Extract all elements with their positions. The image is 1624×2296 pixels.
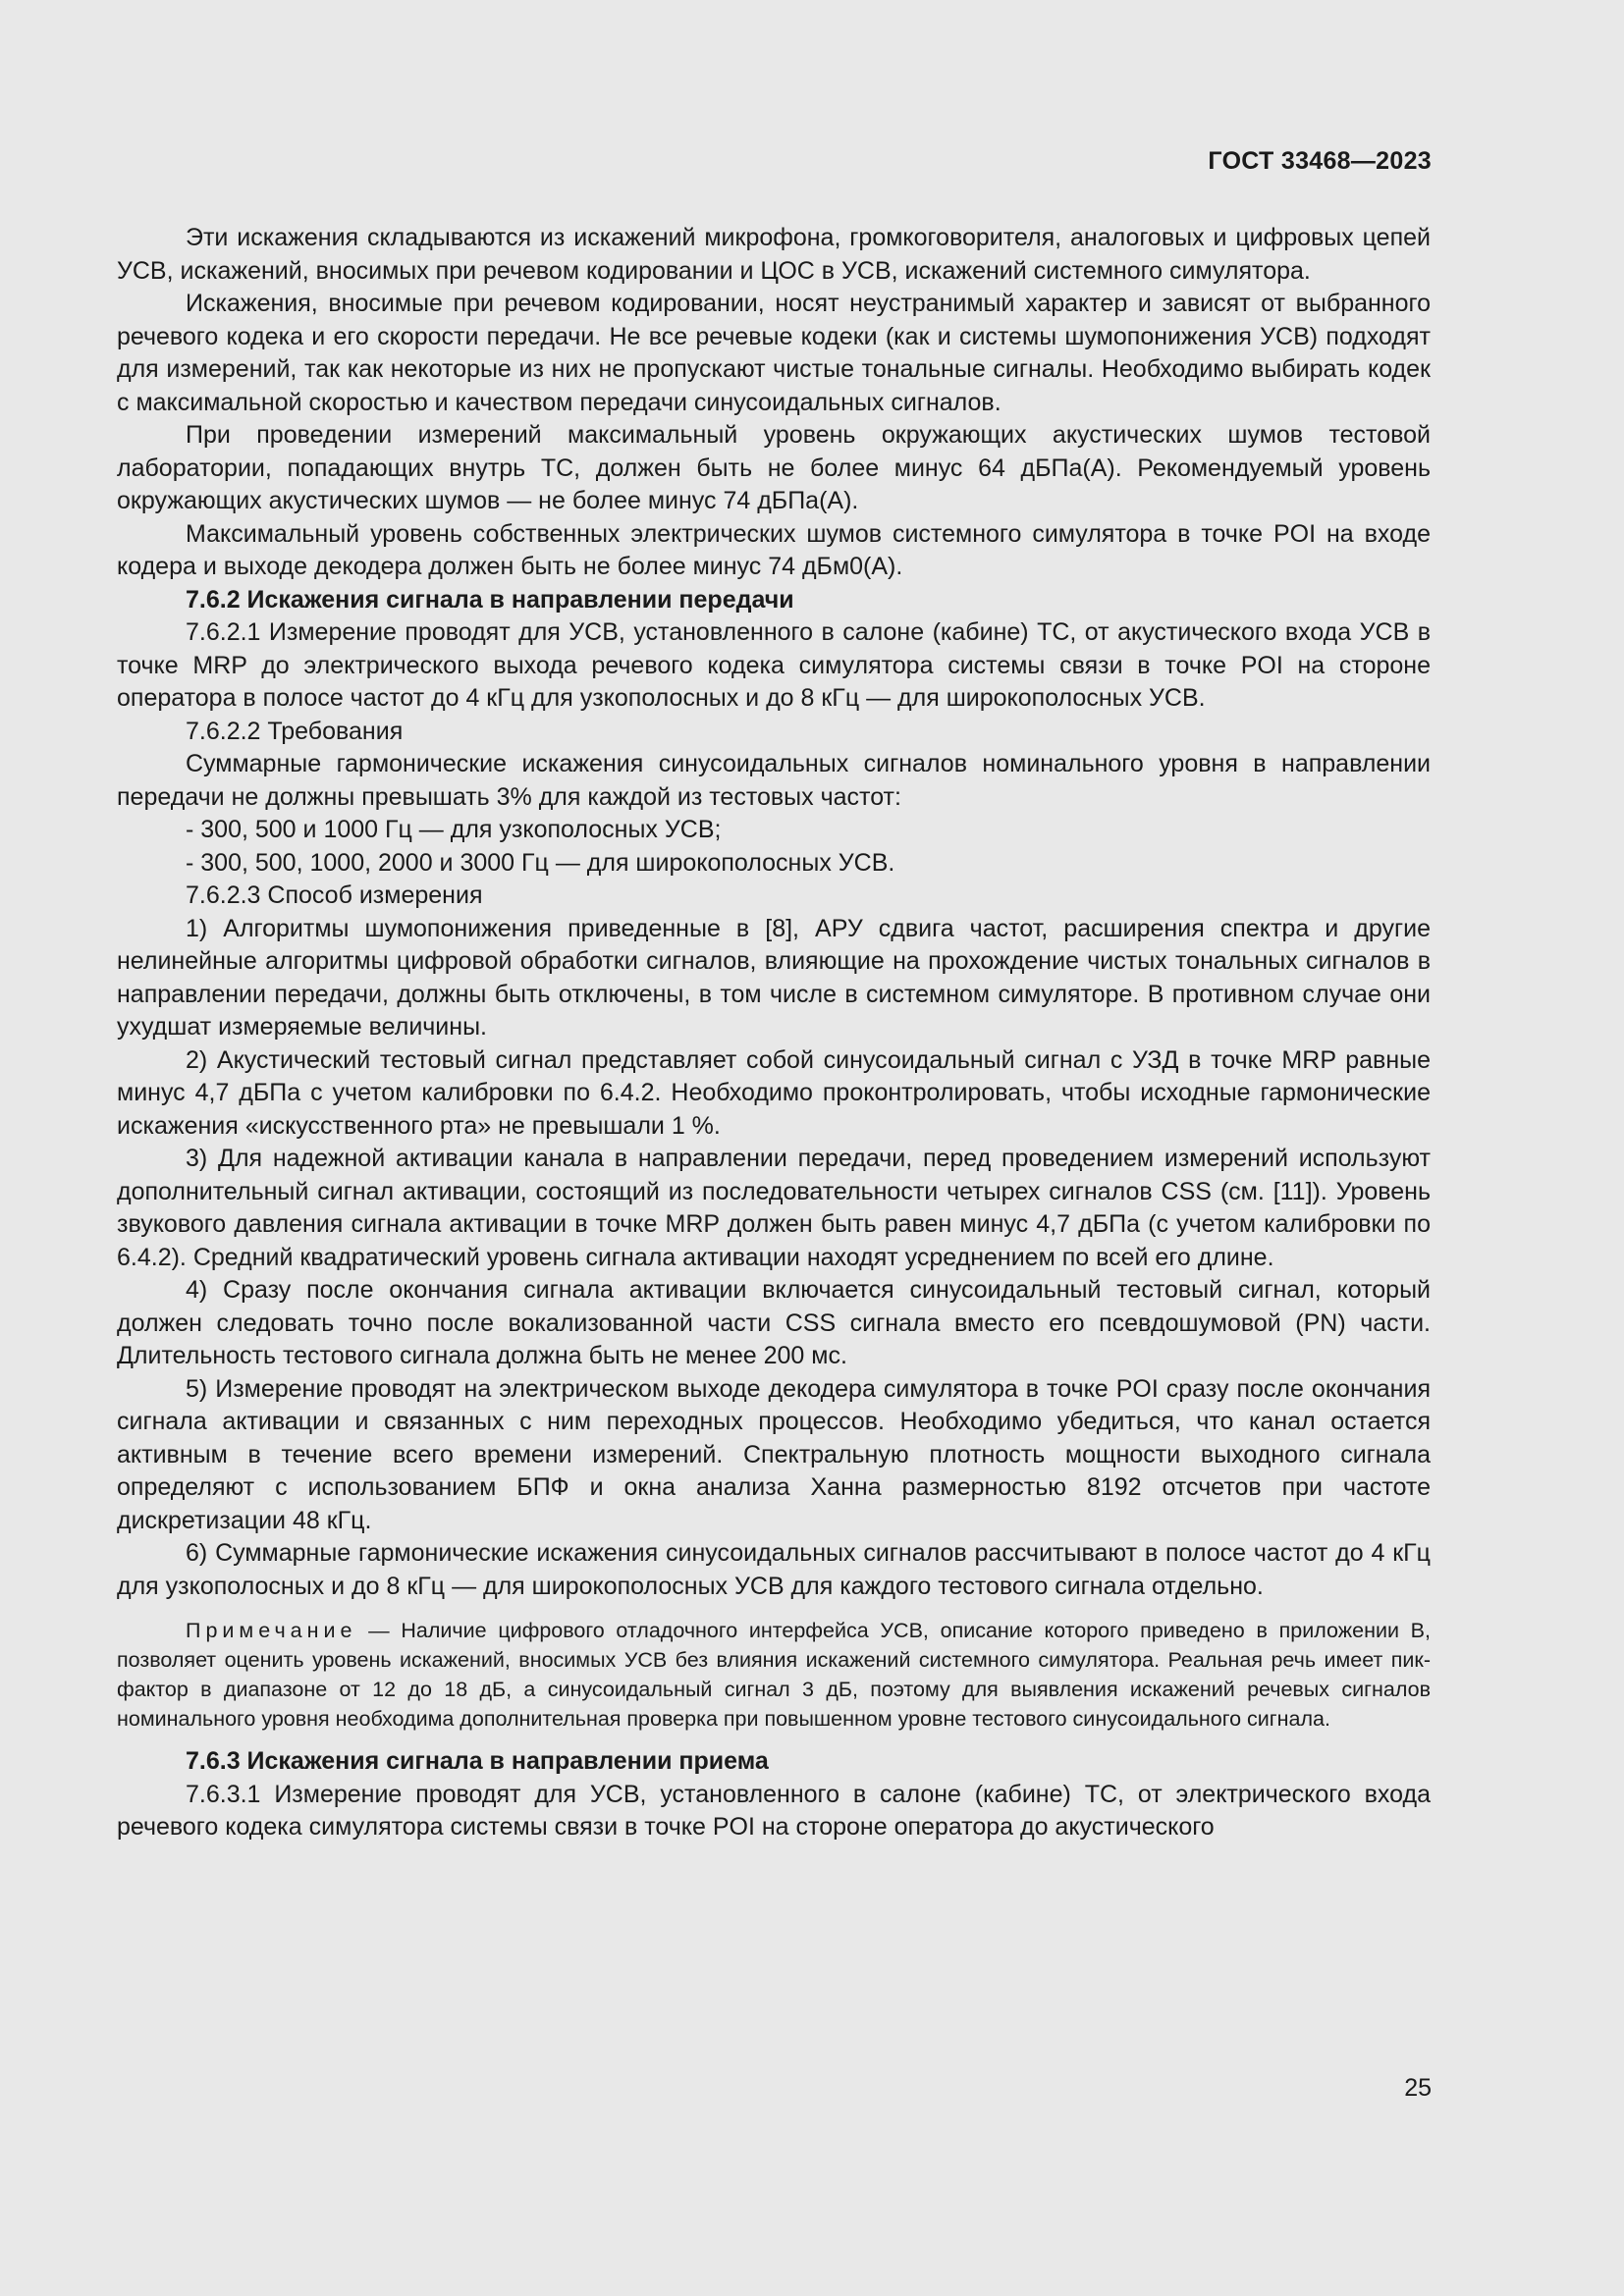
page-number: 25 bbox=[1404, 2074, 1432, 2102]
method-step-2: 2) Акустический тестовый сигнал представляет собой синусоидальный сигнал с УЗД в точке MRP равные минус 4,7 дБПа с учетом калибровки по 6.4.2. Необходимо проконтролировать, чтобы исходные гармонические искажения «искусственного рта» не превышали 1 %. bbox=[117, 1045, 1431, 1140]
method-step-1: 1) Алгоритмы шумопонижения приведенные в [8], АРУ сдвига частот, расширения спектра и другие нелинейные алгоритмы цифровой обработки сигналов, влияющие на прохождение чистых тональных сигналов в направлении передачи, должны быть отключены, в том числе в системном симуляторе. В противном случае они ухудшат измеряемые величины. bbox=[117, 914, 1431, 1041]
section-heading-7-6-3: 7.6.3 Искажения сигнала в направлении приема bbox=[186, 1747, 769, 1775]
list-item: - 300, 500, 1000, 2000 и 3000 Гц — для широкополосных УСВ. bbox=[186, 848, 895, 877]
note-text: — Наличие цифрового отладочного интерфейса УСВ, описание которого приведено в приложении В, позволяет оценить уровень искажений, вносимых УСВ без влияния искажений системного симулятора. Реальная речь имеет пик-фактор в диапазоне от 12 до 18 дБ, а синусоидальный сигнал 3 дБ, поэтому для выявления искажений речевых сигналов номинального уровня необходима дополнительная проверка при повышенном уровне тестового синусоидального сигнала. bbox=[117, 1619, 1431, 1731]
clause-7-6-2-3: 7.6.2.3 Способ измерения bbox=[186, 881, 483, 909]
clause-7-6-2-1: 7.6.2.1 Измерение проводят для УСВ, установленного в салоне (кабине) ТС, от акустического входа УСВ в точке MRP до электрического выхода речевого кодека симулятора системы связи в точке POI на стороне оператора в полосе частот до 4 кГц для узкополосных и до 8 кГц — для широкополосных УСВ. bbox=[117, 618, 1431, 712]
clause-7-6-2-2: 7.6.2.2 Требования bbox=[186, 717, 404, 745]
method-step-6: 6) Суммарные гармонические искажения синусоидальных сигналов рассчитывают в полосе частот до 4 кГц для узкополосных и до 8 кГц — для широкополосных УСВ для каждого тестового сигнала отдельно. bbox=[117, 1539, 1431, 1600]
paragraph: Максимальный уровень собственных электрических шумов системного симулятора в точке POI на входе кодера и выходе декодера должен быть не более минус 74 дБм0(А). bbox=[117, 519, 1431, 580]
paragraph: Суммарные гармонические искажения синусоидальных сигналов номинального уровня в направлении передачи не должны превышать 3% для каждой из тестовых частот: bbox=[117, 750, 1431, 811]
section-heading-7-6-2: 7.6.2 Искажения сигнала в направлении передачи bbox=[186, 585, 794, 614]
method-step-3: 3) Для надежной активации канала в направлении передачи, перед проведением измерений используют дополнительный сигнал активации, состоящий из последовательности четырех сигналов CSS (см. [11]). Уровень звукового давления сигнала активации в точке MRP должен быть равен минус 4,7 дБПа (с учетом калибровки по 6.4.2). Средний квадратический уровень сигнала активации находят усреднением по всей его длине. bbox=[117, 1145, 1431, 1271]
note-label: Примечание bbox=[186, 1619, 357, 1642]
clause-7-6-3-1: 7.6.3.1 Измерение проводят для УСВ, установленного в салоне (кабине) ТС, от электрического входа речевого кодека симулятора системы связи в точке POI на стороне оператора до акустического bbox=[117, 1780, 1431, 1841]
method-step-4: 4) Сразу после окончания сигнала активации включается синусоидальный тестовый сигнал, который должен следовать точно после вокализованной части CSS сигнала вместо его псевдошумовой (PN) части. Длительность тестового сигнала должна быть не менее 200 мс. bbox=[117, 1276, 1431, 1369]
method-step-5: 5) Измерение проводят на электрическом выходе декодера симулятора в точке POI сразу после окончания сигнала активации и связанных с ним переходных процессов. Необходимо убедиться, что канал остается активным в течение всего времени измерений. Спектральную плотность мощности выходного сигнала определяют с использованием БПФ и окна анализа Ханна размерностью 8192 отсчетов при частоте дискретизации 48 кГц. bbox=[117, 1374, 1431, 1534]
page-body bbox=[117, 222, 1431, 1844]
note bbox=[117, 1616, 1431, 1734]
paragraph: Эти искажения складываются из искажений микрофона, громкоговорителя, аналоговых и цифровых цепей УСВ, искажений, вносимых при речевом кодировании и ЦОС в УСВ, искажений системного симулятора. bbox=[117, 224, 1431, 285]
list-item: - 300, 500 и 1000 Гц — для узкополосных УСВ; bbox=[186, 816, 722, 843]
paragraph: Искажения, вносимые при речевом кодировании, носят неустранимый характер и зависят от выбранного речевого кодека и его скорости передачи. Не все речевые кодеки (как и системы шумопонижения УСВ) подходят для измерений, так как некоторые из них не пропускают чистые тональные сигналы. Необходимо выбирать кодек с максимальной скоростью и качеством передачи синусоидальных сигналов. bbox=[117, 290, 1431, 416]
paragraph: При проведении измерений максимальный уровень окружающих акустических шумов тестовой лаборатории, попадающих внутрь ТС, должен быть не более минус 64 дБПа(А). Рекомендуемый уровень окружающих акустических шумов — не более минус 74 дБПа(А). bbox=[117, 421, 1431, 514]
document-header: ГОСТ 33468—2023 bbox=[1208, 147, 1432, 175]
